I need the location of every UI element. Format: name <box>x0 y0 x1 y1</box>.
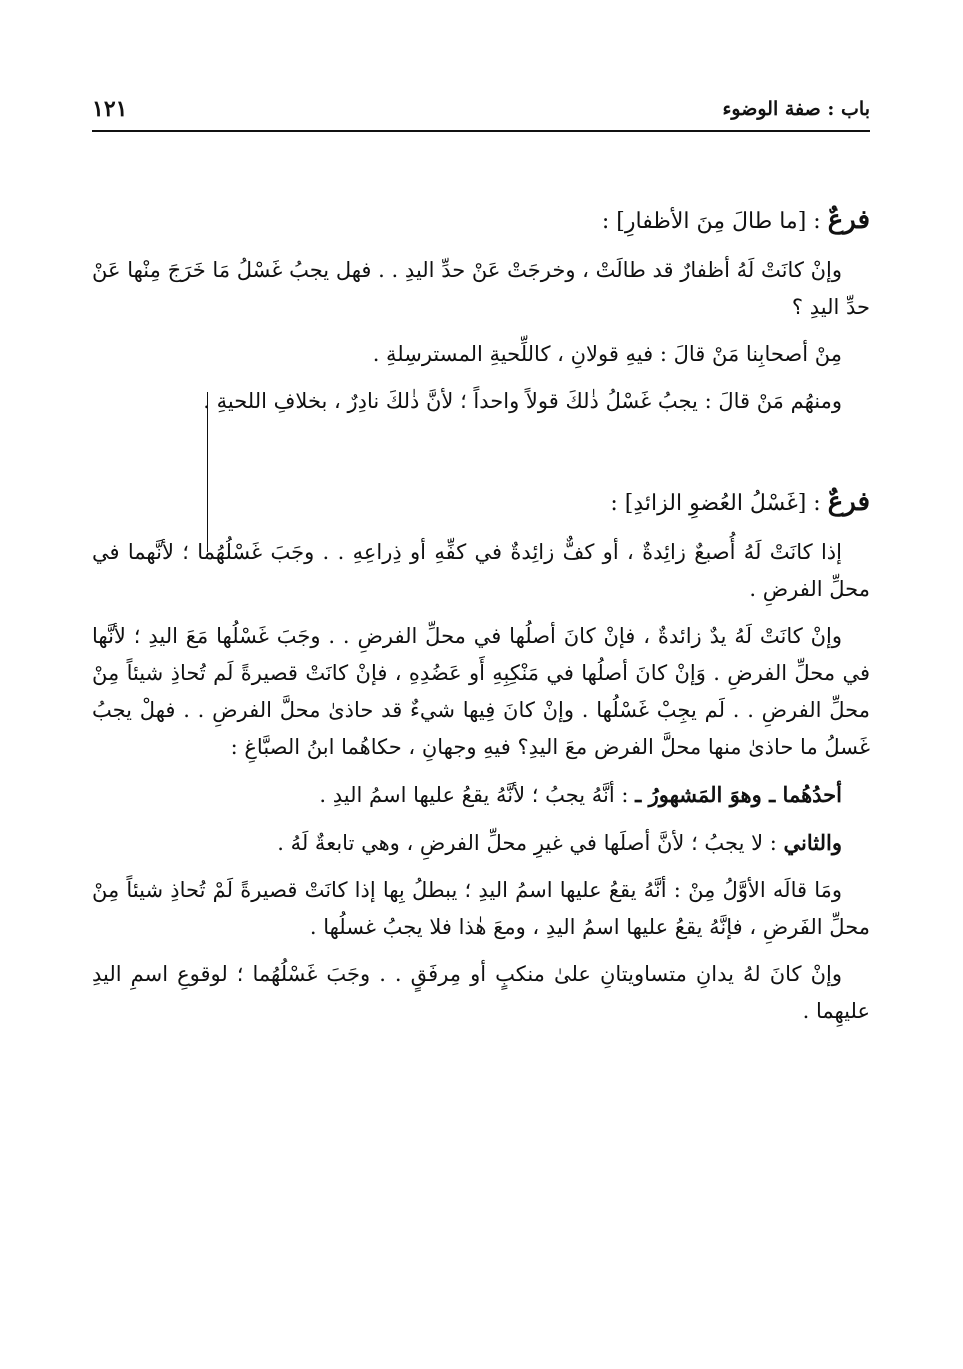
opinion-text: : لا يجبُ ؛ لأنَّ أصلَها في غيرِ محلِّ الفرضِ ، وهي تابعةٌ لَهُ . <box>277 831 784 855</box>
section-gap <box>92 430 870 482</box>
paragraph: ومنهُم مَنْ قالَ : يجبُ غَسْلُ ذٰلكَ قولاً واحداً ؛ لأنَّ ذٰلكَ نادِرٌ ، بخلافِ اللحيةِ . <box>203 389 842 413</box>
opinion-label: أحدُهُما ـ وهوَ المَشهورُ ـ <box>635 782 842 807</box>
running-title: باب : صفة الوضوء <box>722 98 870 120</box>
opinion-second <box>92 824 870 862</box>
heading-title: : [غَسْلُ العُضوِ الزائدِ] : <box>610 491 828 516</box>
section-heading-fingernails <box>92 200 870 242</box>
heading-label: فرعٌ <box>827 205 870 235</box>
opinion-first <box>92 776 870 814</box>
heading-title: : [ما طالَ مِنَ الأظفارِ] : <box>601 209 828 234</box>
page-header <box>92 92 870 126</box>
header-rule <box>92 130 870 132</box>
section-heading-extra-limb <box>92 482 870 524</box>
paragraph: وإنْ كانَ لهُ يدانِ متساويتانِ علىٰ منكبٍ أو مِرفَقٍ . . وجَبَ غَسْلُهُما ؛ لوقوعِ اسمِ اليدِ عليهِما . <box>92 962 870 1023</box>
page-body <box>92 200 870 1040</box>
opinion-text: : أنَّهُ يجبُ ؛ لأنَّهُ يقعُ عليها اسمُ اليدِ . <box>319 783 636 807</box>
paragraph: وإنْ كانَتْ لَهُ أظفارٌ قد طالَتْ ، وخرجَتْ عَنْ حدِّ اليدِ . . فهل يجبُ غَسْلُ مَا خَرَجَ مِنْها عَنْ حدِّ اليدِ ؟ <box>92 258 870 319</box>
opinion-label: والثاني <box>783 830 842 855</box>
paragraph: وإنْ كانَتْ لَهُ يدٌ زائدةٌ ، فإنْ كانَ أصلُها في محلِّ الفرضِ . . وجَبَ غَسْلُها مَعَ اليدِ ؛ لأنَّها في محلِّ الفرضِ . وَإنْ كانَ أصلُها في مَنْكِبِهِ أَو عَضُدِهِ ، فإنْ كانَتْ قصيرةً لَم تُحاذِ شيئاً مِنْ محلِّ الفرضِ . . لَم يجِبْ غَسْلُها . وإنْ كانَ فِيها شيءٌ قد حاذىٰ محلَّ الفرضِ . . فهلْ يجبُ غَسلُ ما حاذىٰ منها محلَّ الفرض معَ اليدِ؟ فيهِ وجهانِ ، حكاهُما ابنُ الصبَّاغِ : <box>92 624 870 759</box>
paragraph: إذا كانَتْ لَهُ أُصبعٌ زائِدةٌ ، أو كفٌّ زائِدةٌ في كفِّهِ أو ذِراعِهِ . . وجَبَ غَسْلُهُما ؛ لأنَّهما في محلِّ الفرضِ . <box>92 540 870 601</box>
paragraph: ومَا قالَه الأوَّلُ مِنْ : أنَّهُ يقعُ عليها اسمُ اليدِ ؛ يبطلُ بِها إذا كانَتْ قصيرةً لَمْ تُحاذِ شيئاً مِنْ محلِّ الفَرضِ ، فإنَّهُ يقعُ عليها اسمُ اليدِ ، ومعَ هٰذا فلا يجبُ غسلُها . <box>92 878 870 939</box>
page-number: ١٢١ <box>92 96 128 122</box>
heading-label: فرعٌ <box>827 487 870 517</box>
paragraph: مِنْ أصحابِنا مَنْ قالَ : فيهِ قولانِ ، كاللِّحيةِ المسترسِلةِ . <box>372 342 842 366</box>
